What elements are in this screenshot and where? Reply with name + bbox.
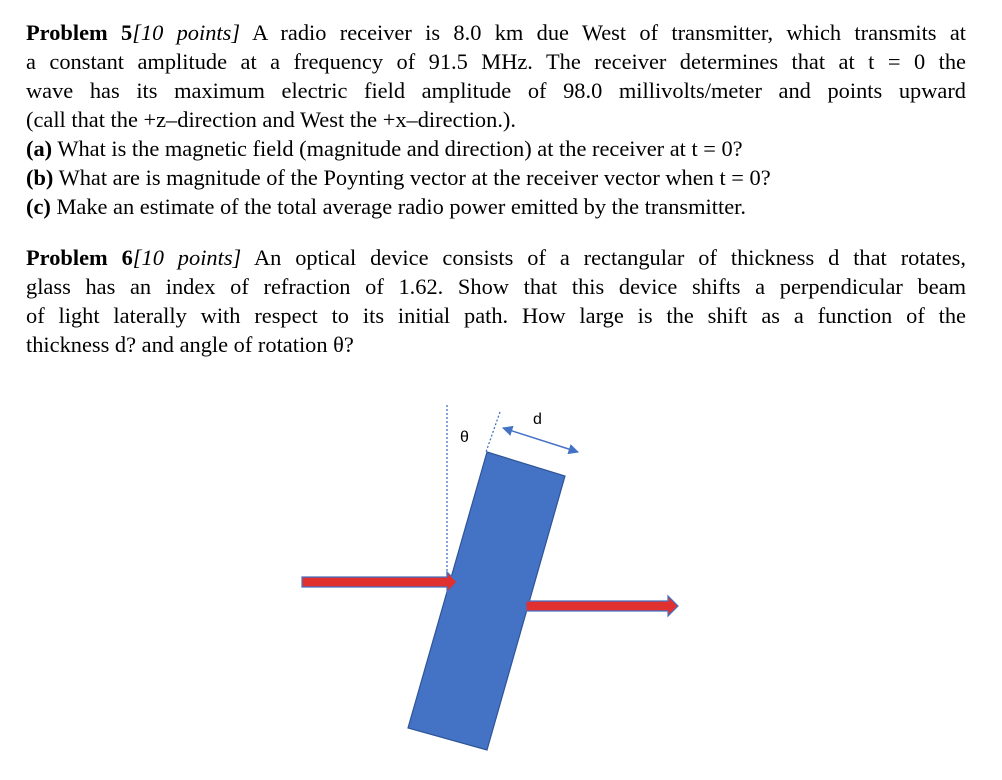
d-label: d: [533, 411, 542, 428]
problem-5-title: Problem 5: [26, 20, 133, 45]
problem-5-text-line-1: A radio receiver is 8.0 km due West of transmitter, which transmits at: [252, 20, 966, 45]
thickness-arrow: [503, 428, 578, 452]
part-b-text: What are is magnitude of the Poynting vector at the receiver vector when t = 0?: [58, 165, 771, 190]
part-a-text: What is the magnetic field (magnitude and direction) at the receiver at t = 0?: [57, 136, 743, 161]
problem-6-line-3: of light laterally with respect to its initial path. How large is the shift as a function of the: [26, 303, 966, 328]
theta-label: θ: [460, 429, 469, 446]
problem-6-line-4: thickness d? and angle of rotation θ?: [26, 332, 354, 357]
incident-beam-arrow: [302, 572, 457, 592]
problem-5-points: [10 points]: [132, 20, 241, 45]
part-c-label: (c): [26, 194, 51, 219]
problem-5-line-3: wave has its maximum electric field amplitude of 98.0 millivolts/meter and points upward: [26, 78, 966, 103]
problem-5-line-2: a constant amplitude at a frequency of 91.5 MHz. The receiver determines that at t = 0 the: [26, 49, 966, 74]
problem-6-text-line-1: An optical device consists of a rectangular of thickness d that rotates,: [253, 245, 966, 270]
part-b-label: (b): [26, 165, 54, 190]
problem-6-line-2: glass has an index of refraction of 1.62. Show that this device shifts a perpendicular beam: [26, 274, 966, 299]
part-a-label: (a): [26, 136, 53, 161]
problem-5-line-4: (call that the +z–direction and West the +x–direction.).: [26, 107, 516, 132]
problem-6-title: Problem 6: [26, 245, 133, 270]
transmitted-beam-arrow: [526, 596, 678, 616]
rotated-reference-line: [486, 412, 500, 452]
problem-6-points: [10 points]: [132, 245, 242, 270]
part-c-text: Make an estimate of the total average radio power emitted by the transmitter.: [56, 194, 746, 219]
